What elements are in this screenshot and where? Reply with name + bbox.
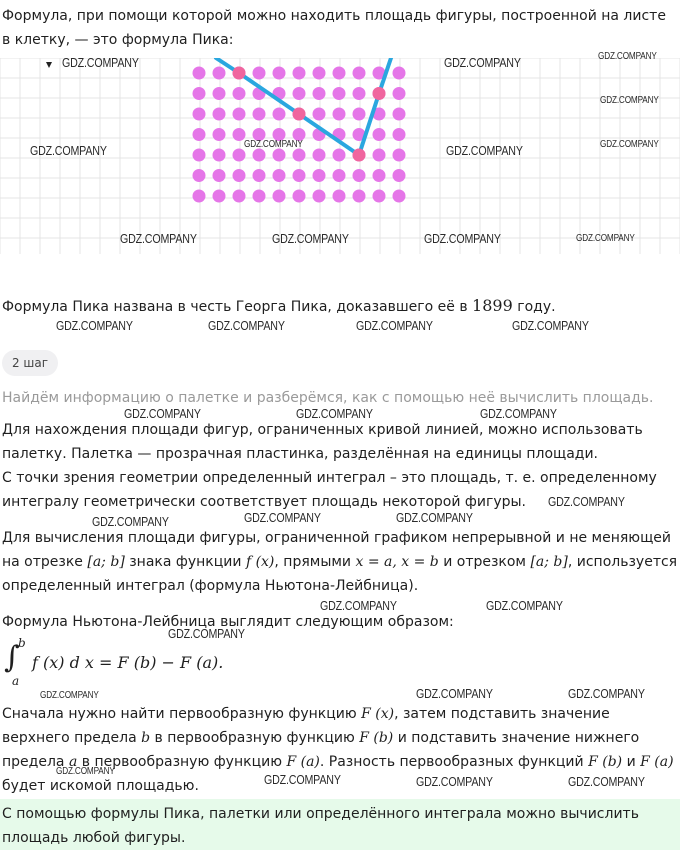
lattice-dot: [233, 190, 246, 203]
lattice-dot: [293, 149, 306, 162]
watermark: GDZ.COMPANY: [576, 233, 635, 244]
watermark: GDZ.COMPANY: [416, 774, 493, 789]
watermark: GDZ.COMPANY: [62, 55, 139, 70]
lattice-dot: [393, 128, 406, 141]
watermark: GDZ.COMPANY: [568, 774, 645, 789]
step-badge: 2 шаг: [2, 350, 58, 376]
lattice-dot: [293, 67, 306, 80]
lattice-dot: [253, 169, 266, 182]
lattice-dot: [313, 108, 326, 121]
watermark: GDZ.COMPANY: [568, 686, 645, 701]
watermark: GDZ.COMPANY: [40, 690, 99, 701]
figure-vertex: [373, 87, 386, 100]
watermark: GDZ.COMPANY: [396, 510, 473, 525]
newton-leibniz-text: Для вычисления площади фигуры, ограниченной графиком непрерывной и не меняющей на отрезке [a; b] знака функции f (x), прямыми x = a, x = b и отрезком [a; b], используется определенный интеграл (формула Ньютона-Лейбница).: [2, 530, 678, 594]
watermark: GDZ.COMPANY: [480, 406, 557, 421]
lattice-dot: [233, 149, 246, 162]
lattice-dot: [293, 190, 306, 203]
segment-ab-2: [a; b]: [530, 554, 568, 570]
lower-limit: a: [12, 674, 20, 688]
lattice-dot: [253, 190, 266, 203]
lattice-dot: [233, 169, 246, 182]
lattice-dot: [333, 87, 346, 100]
segment-ab: [a; b]: [87, 554, 125, 570]
lattice-dot: [353, 67, 366, 80]
pick-history-text: [2, 294, 678, 319]
watermark: GDZ.COMPANY: [244, 139, 303, 150]
lattice-dot: [293, 169, 306, 182]
lattice-dot: [213, 67, 226, 80]
lattice-dot: [353, 169, 366, 182]
pick-history-after: году.: [512, 299, 556, 315]
lattice-dot: [333, 169, 346, 182]
watermark: GDZ.COMPANY: [296, 406, 373, 421]
lattice-dot: [333, 67, 346, 80]
upper-limit: b: [18, 636, 26, 650]
lattice-dot: [393, 149, 406, 162]
lattice-dot: [333, 149, 346, 162]
lattice-dot: [193, 149, 206, 162]
watermark: GDZ.COMPANY: [600, 139, 659, 150]
watermark: GDZ.COMPANY: [30, 143, 107, 158]
lattice-dot: [373, 190, 386, 203]
lattice-dot: [333, 190, 346, 203]
lattice-dot: [373, 149, 386, 162]
lattice-dot: [313, 87, 326, 100]
figure-vertex: [353, 149, 366, 162]
lattice-dot: [213, 169, 226, 182]
watermark: GDZ.COMPANY: [56, 318, 133, 333]
lattice-dot: [253, 149, 266, 162]
watermark: GDZ.COMPANY: [264, 772, 341, 787]
figure-vertex: [293, 108, 306, 121]
watermark: GDZ.COMPANY: [208, 318, 285, 333]
pick-year: 1899: [472, 296, 513, 315]
lattice-dot: [213, 128, 226, 141]
antiderivative-text: Сначала нужно найти первообразную функцию F (x), затем подставить значение верхнего предела b в первообразную функцию F (b) и подставить значение нижнего предела a в первообразную функцию F (a). Разность первообразных функций F (b) и F (a) будет искомой площадью.: [2, 706, 674, 794]
lattice-dot: [253, 67, 266, 80]
lattice-dot: [193, 87, 206, 100]
lattice-dot: [193, 67, 206, 80]
lattice-dot: [353, 190, 366, 203]
lattice-dot: [393, 108, 406, 121]
lattice-dot: [213, 87, 226, 100]
figure-vertex: [233, 67, 246, 80]
watermark: GDZ.COMPANY: [548, 494, 625, 509]
lattice-dot: [293, 87, 306, 100]
watermark: GDZ.COMPANY: [416, 686, 493, 701]
function-fx: f (x): [245, 554, 275, 570]
cursor-arrow-icon: [46, 62, 52, 68]
watermark: GDZ.COMPANY: [356, 318, 433, 333]
watermark: GDZ.COMPANY: [92, 514, 169, 529]
conclusion-text: С помощью формулы Пика, палетки или определённого интеграла можно вычислить площадь любой фигуры.: [2, 806, 639, 846]
watermark: GDZ.COMPANY: [272, 231, 349, 246]
watermark: GDZ.COMPANY: [244, 510, 321, 525]
integral-geometry-text: С точки зрения геометрии определенный интеграл – это площадь, т. е. определенному интегралу геометрически соответствует площадь некоторой фигуры.: [2, 470, 657, 510]
watermark: GDZ.COMPANY: [120, 231, 197, 246]
lattice-dot: [273, 67, 286, 80]
watermark: GDZ.COMPANY: [600, 95, 659, 106]
palette-text: Для нахождения площади фигур, ограниченных кривой линией, можно использовать палетку. Палетка — прозрачная пластинка, разделённая на единицы площади.: [2, 422, 643, 462]
lattice-dot: [193, 108, 206, 121]
lattice-dot: [313, 149, 326, 162]
lattice-dot: [213, 108, 226, 121]
lattice-dot: [353, 108, 366, 121]
lattice-dot: [273, 108, 286, 121]
lattice-dot: [273, 169, 286, 182]
lattice-dot: [393, 87, 406, 100]
watermark: GDZ.COMPANY: [320, 598, 397, 613]
lattice-dot: [373, 169, 386, 182]
lattice-dot: [213, 149, 226, 162]
lattice-dot: [313, 190, 326, 203]
lattice-dot: [393, 190, 406, 203]
lattice-dot: [253, 108, 266, 121]
watermark: GDZ.COMPANY: [56, 766, 115, 777]
lattice-dot: [213, 190, 226, 203]
lattice-dot: [193, 128, 206, 141]
lattice-dot: [353, 87, 366, 100]
lattice-dot: [313, 169, 326, 182]
intro-text: Формула, при помощи которой можно находить площадь фигуры, построенной на листе в клетку, — это формула Пика:: [2, 8, 666, 48]
lattice-dot: [313, 67, 326, 80]
lattice-dot: [373, 128, 386, 141]
lines-xa-xb: x = a, x = b: [355, 554, 439, 570]
formula-body: f (x) d x = F (b) − F (a).: [32, 653, 224, 672]
lattice-dot: [393, 169, 406, 182]
watermark: GDZ.COMPANY: [168, 626, 245, 641]
lattice-dot: [233, 87, 246, 100]
lattice-dot: [393, 67, 406, 80]
watermark: GDZ.COMPANY: [598, 51, 657, 62]
newton-leibniz-formula: [4, 636, 404, 692]
lattice-dot: [193, 190, 206, 203]
pick-history-before: Формула Пика названа в честь Георга Пика, доказавшего её в: [2, 299, 473, 315]
lattice-dot: [333, 108, 346, 121]
lattice-dot: [193, 169, 206, 182]
integral-sign: ∫: [4, 640, 20, 675]
formula-intro: Формула Ньютона-Лейбница выглядит следующим образом:: [2, 614, 454, 630]
watermark: GDZ.COMPANY: [444, 55, 521, 70]
lattice-dot: [273, 190, 286, 203]
lattice-dot: [233, 108, 246, 121]
watermark: GDZ.COMPANY: [424, 231, 501, 246]
lattice-dot: [273, 149, 286, 162]
watermark: GDZ.COMPANY: [512, 318, 589, 333]
step-title: Найдём информацию о палетке и разберёмся, как с помощью неё вычислить площадь.: [2, 390, 654, 406]
watermark: GDZ.COMPANY: [446, 143, 523, 158]
watermark: GDZ.COMPANY: [486, 598, 563, 613]
lattice-dots: [193, 67, 406, 203]
watermark: GDZ.COMPANY: [124, 406, 201, 421]
